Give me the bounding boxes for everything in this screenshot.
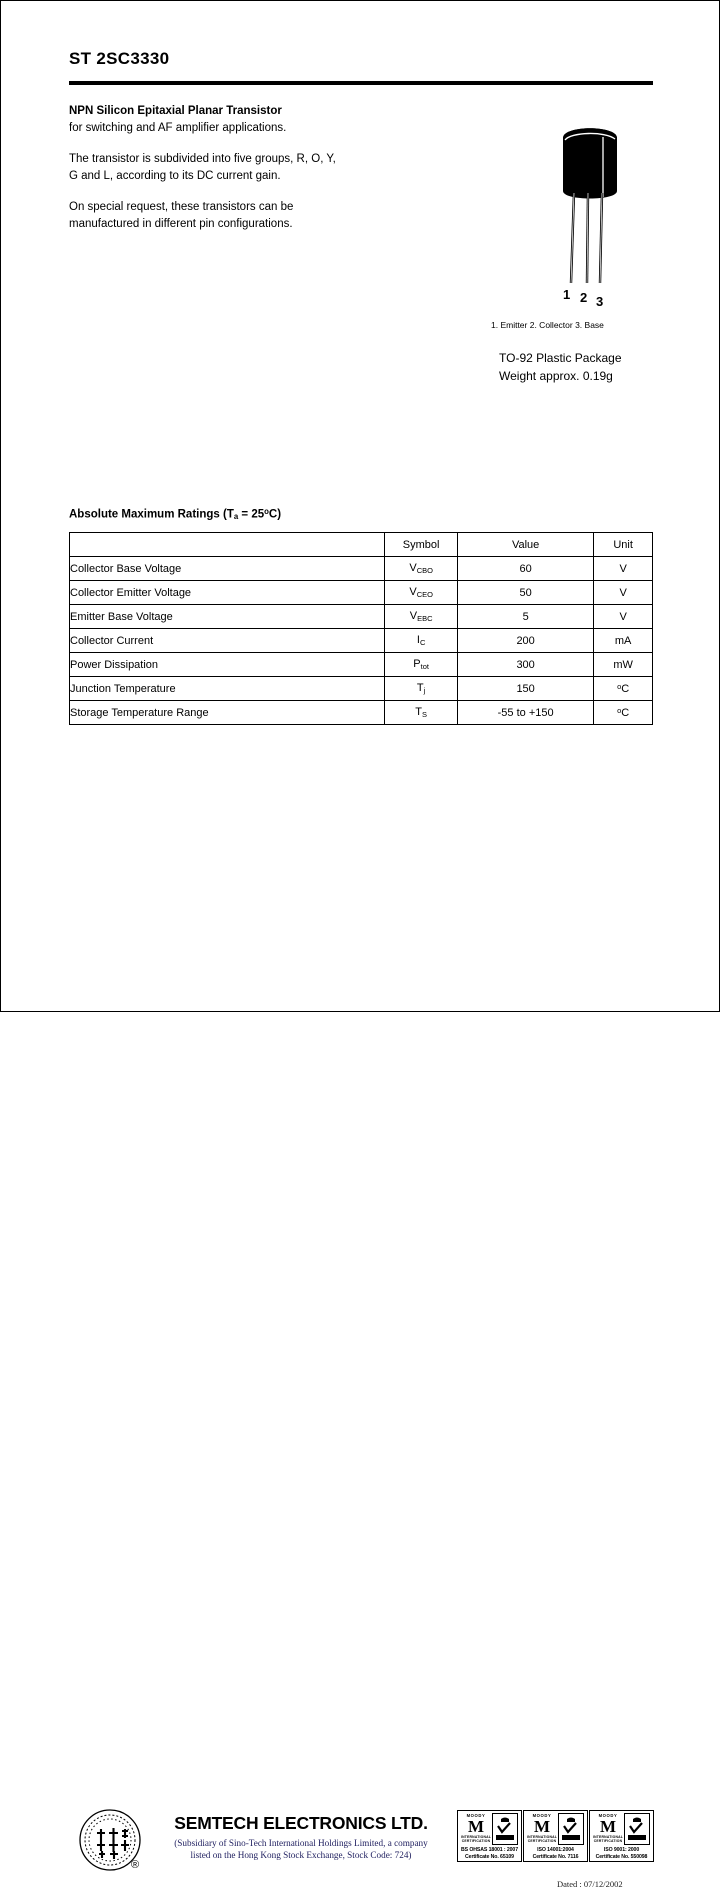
cell-value: 150 xyxy=(458,677,594,701)
cell-symbol xyxy=(385,677,458,701)
symbol-base: T xyxy=(415,706,422,719)
cell-parameter: Collector Base Voltage xyxy=(70,557,385,581)
moody-m-glyph: M xyxy=(599,1817,617,1836)
table-row xyxy=(70,701,653,725)
cell-unit: mA xyxy=(594,629,653,653)
moody-brand-sublabel: INTERNATIONAL CERTIFICATION xyxy=(461,1835,492,1843)
description-p2-line1: The transistor is subdivided into five groups, R, O, Y, xyxy=(69,153,336,165)
svg-text:2: 2 xyxy=(580,290,588,305)
column-header-value: Value xyxy=(458,533,594,557)
absolute-maximum-ratings-table xyxy=(69,532,653,725)
company-name: SEMTECH ELECTRONICS LTD. xyxy=(174,1813,428,1833)
symbol-base: V xyxy=(409,586,417,599)
symbol-subscript: EBC xyxy=(417,613,433,623)
document-date: Dated : 07/12/2002 xyxy=(557,1879,623,1889)
symbol-subscript: CEO xyxy=(416,589,433,599)
certification-number: Certificate No. 7116 xyxy=(532,1853,579,1860)
cell-unit: $^o$C xyxy=(594,701,653,725)
cell-parameter: Power Dissipation xyxy=(70,653,385,677)
degree-symbol-icon: o xyxy=(617,681,622,691)
symbol-base: P xyxy=(413,658,421,671)
cell-symbol xyxy=(385,605,458,629)
ratings-heading-suffix: C) xyxy=(268,508,282,521)
moody-brand-label: MOODY xyxy=(598,1813,618,1818)
cell-symbol xyxy=(385,629,458,653)
company-sub-line2: listed on the Hong Kong Stock Exchange, Stock Code: 724) xyxy=(190,1850,412,1860)
cell-unit: V xyxy=(594,581,653,605)
cell-parameter: Collector Emitter Voltage xyxy=(70,581,385,605)
ratings-heading-sub: a xyxy=(233,512,239,522)
symbol-subscript: CBO xyxy=(416,565,433,575)
table-row xyxy=(70,677,653,701)
ratings-heading-prefix: Absolute Maximum Ratings (T xyxy=(69,508,234,521)
company-block xyxy=(151,1813,451,1861)
cell-value: 5 xyxy=(458,605,594,629)
package-weight: Weight approx. 0.19g xyxy=(499,369,613,383)
certification-badge xyxy=(589,1810,654,1862)
moody-brand-sublabel: INTERNATIONAL CERTIFICATION xyxy=(593,1835,624,1843)
registered-mark: ® xyxy=(131,1859,140,1871)
moody-m-glyph: M xyxy=(533,1817,551,1836)
cell-value: 60 xyxy=(458,557,594,581)
table-row xyxy=(70,629,653,653)
table-row xyxy=(70,581,653,605)
ukas-accreditation-icon xyxy=(624,1813,650,1845)
cell-symbol xyxy=(385,653,458,677)
company-subsidiary-note xyxy=(151,1837,451,1861)
cell-symbol xyxy=(385,581,458,605)
table-header-row xyxy=(70,533,653,557)
to-92-package-icon xyxy=(499,113,699,313)
svg-text:3: 3 xyxy=(596,294,604,309)
degree-symbol-icon: o xyxy=(264,507,269,516)
table-row xyxy=(70,605,653,629)
cell-value: -55 to +150 xyxy=(458,701,594,725)
cell-value: 50 xyxy=(458,581,594,605)
certification-logos xyxy=(457,1810,654,1862)
table-row xyxy=(70,653,653,677)
moody-brand-label: MOODY xyxy=(466,1813,486,1818)
cell-value: 300 xyxy=(458,653,594,677)
page-footer xyxy=(1,901,720,1889)
symbol-subscript: tot xyxy=(420,661,429,671)
description-headline: NPN Silicon Epitaxial Planar Transistor xyxy=(69,105,282,117)
cell-parameter: Emitter Base Voltage xyxy=(70,605,385,629)
moody-logo-icon xyxy=(527,1813,557,1843)
symbol-subscript: j xyxy=(423,685,426,695)
cell-parameter: Junction Temperature xyxy=(70,677,385,701)
title-divider xyxy=(69,81,653,85)
moody-brand-label: MOODY xyxy=(532,1813,552,1818)
symbol-base: V xyxy=(409,610,418,623)
semtech-circular-logo-icon xyxy=(77,1807,147,1877)
cell-value: 200 xyxy=(458,629,594,653)
moody-logo-icon xyxy=(461,1813,491,1843)
description-subline: for switching and AF amplifier applications. xyxy=(69,122,287,134)
table-row xyxy=(70,557,653,581)
cell-unit: V xyxy=(594,557,653,581)
moody-m-glyph: M xyxy=(467,1817,485,1836)
cell-unit: V xyxy=(594,605,653,629)
column-header-symbol: Symbol xyxy=(385,533,458,557)
cell-unit: mW xyxy=(594,653,653,677)
column-header-unit: Unit xyxy=(594,533,653,557)
degree-symbol-icon: o xyxy=(617,705,622,715)
package-description xyxy=(499,349,622,385)
package-type: TO-92 Plastic Package xyxy=(499,351,622,365)
svg-text:1: 1 xyxy=(563,287,571,302)
page-title: ST 2SC3330 xyxy=(69,49,170,68)
symbol-subscript: C xyxy=(419,637,426,647)
ratings-heading-mid: = 25 xyxy=(238,508,265,521)
company-sub-line1: (Subsidiary of Sino-Tech International Holdings Limited, a company xyxy=(174,1838,428,1848)
cell-symbol xyxy=(385,557,458,581)
symbol-base: T xyxy=(416,682,424,695)
certification-number: Certificate No. 550098 xyxy=(595,1853,648,1860)
zert-q-logo-icon xyxy=(492,1813,518,1845)
description-p3-line1: On special request, these transistors can be xyxy=(69,201,294,213)
moody-brand-sublabel: INTERNATIONAL CERTIFICATION xyxy=(527,1835,558,1843)
certification-number: Certificate No. 65109 xyxy=(465,1853,514,1860)
symbol-base: V xyxy=(409,562,417,575)
certification-badge xyxy=(523,1810,588,1862)
certification-standard: ISO 9001: 2000 xyxy=(603,1847,640,1853)
certification-standard: ISO 14001:2004 xyxy=(537,1847,574,1853)
cell-parameter: Storage Temperature Range xyxy=(70,701,385,725)
pin-legend: 1. Emitter 2. Collector 3. Base xyxy=(491,320,604,330)
description-p2-line2: G and L, according to its DC current gain. xyxy=(69,170,281,182)
ratings-heading xyxy=(69,507,281,521)
symbol-subscript: S xyxy=(422,709,427,719)
moody-logo-icon xyxy=(593,1813,623,1843)
cell-parameter: Collector Current xyxy=(70,629,385,653)
symbol-base: I xyxy=(416,634,420,647)
ukas-accreditation-icon xyxy=(558,1813,584,1845)
description-p3-line2: manufactured in different pin configurations. xyxy=(69,218,293,230)
cell-unit: $^o$C xyxy=(594,677,653,701)
certification-badge xyxy=(457,1810,522,1862)
cell-symbol xyxy=(385,701,458,725)
description-block xyxy=(69,103,409,247)
column-header-parameter xyxy=(70,533,385,557)
certification-standard: BS OHSAS 18001 : 2007 xyxy=(460,1847,518,1853)
